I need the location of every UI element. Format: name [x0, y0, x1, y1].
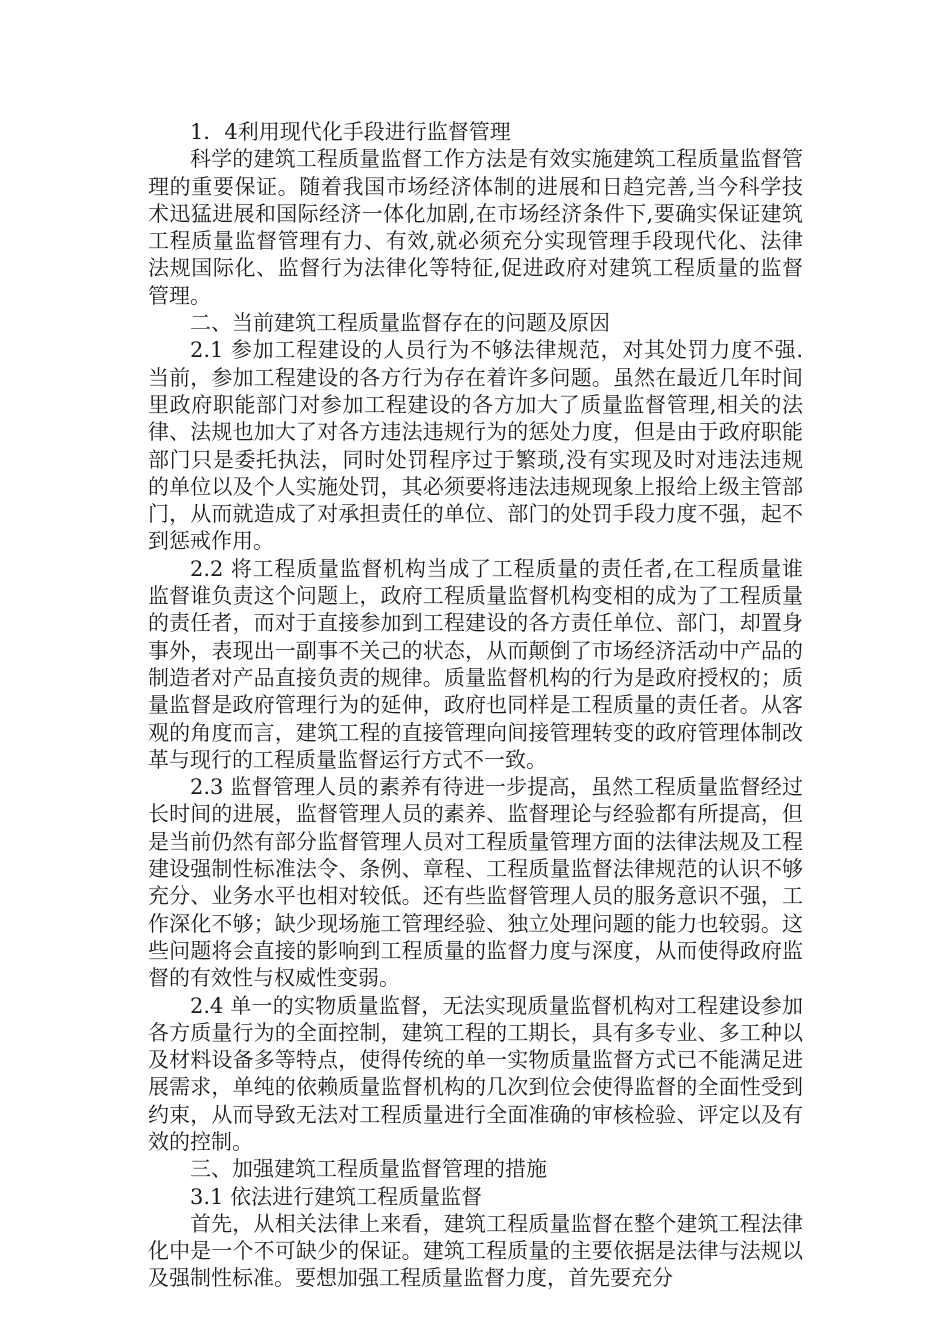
paragraph-1-4-body: 科学的建筑工程质量监督工作方法是有效实施建筑工程质量监督管理的重要保证。随着我国市场经济体制的进展和日趋完善,当今科学技术迅猛进展和国际经济一体化加剧,在市场经济条件下,要确实保证建筑工程质量监督管理有力、有效,就必须充分实现管理手段现代化、法律法规国际化、监督行为法律化等特征,促进政府对建筑工程质量的监督管理。	[148, 147, 803, 308]
paragraph-2-3: 2.3 监督管理人员的素养有待进一步提高，虽然工程质量监督经过长时间的进展，监督管理人员的素养、监督理论与经验都有所提高，但是当前仍然有部分监督管理人员对工程质量管理方面的法律法规及工程建设强制性标准法令、条例、章程、工程质量监督法律规范的认识不够充分、业务水平也相对较低。还有些监督管理人员的服务意识不强，工作深化不够；缺少现场施工管理经验、独立处理问题的能力也较弱。这些问题将会直接的影响到工程质量的监督力度与深度，从而使得政府监督的有效性与权威性变弱。	[148, 775, 803, 991]
paragraph-2-1: 2.1 参加工程建设的人员行为不够法律规范，对其处罚力度不强.当前，参加工程建设的各方行为存在着许多问题。虽然在最近几年时间里政府职能部门对参加工程建设的各方加大了质量监督管理,相关的法律、法规也加大了对各方违法违规行为的惩处力度，但是由于政府职能部门只是委托执法，同时处罚程序过于繁琐,没有实现及时对违法违规的单位以及个人实施处罚，其必须要将违法违规现象上报给上级主管部门，从而就造成了对承担责任的单位、部门的处罚手段力度不强，起不到惩戒作用。	[148, 338, 803, 554]
section-heading-3-1: 3.1 依法进行建筑工程质量监督	[190, 1184, 483, 1209]
paragraph-3-1-body: 首先，从相关法律上来看，建筑工程质量监督在整个建筑工程法律化中是一个不可缺少的保证。建筑工程质量的主要依据是法律与法规以及强制性标准。要想加强工程质量监督力度，首先要充分	[148, 1211, 803, 1291]
document-body	[148, 119, 803, 1293]
section-heading-1-4: 1．4利用现代化手段进行监督管理	[190, 120, 511, 144]
paragraph-2-2: 2.2 将工程质量监督机构当成了工程质量的责任者,在工程质量谁监督谁负责这个问题上，政府工程质量监督机构变相的成为了工程质量的责任者，而对于直接参加到工程建设的各方责任单位、部门，却置身事外，表现出一副事不关己的状态，从而颠倒了市场经济活动中产品的制造者对产品直接负责的规律。质量监督机构的行为是政府授权的；质量监督是政府管理行为的延伸，政府也同样是工程质量的责任者。从客观的角度而言，建筑工程的直接管理向间接管理转变的政府管理体制改革与现行的工程质量监督运行方式不一致。	[148, 556, 803, 772]
paragraph-2-4: 2.4 单一的实物质量监督，无法实现质量监督机构对工程建设参加各方质量行为的全面控制，建筑工程的工期长，具有多专业、多工种以及材料设备多等特点，使得传统的单一实物质量监督方式已不能满足进展需求，单纯的依赖质量监督机构的几次到位会使得监督的全面性受到约束，从而导致无法对工程质量进行全面准确的审核检验、评定以及有效的控制。	[148, 993, 803, 1154]
section-heading-3: 三、加强建筑工程质量监督管理的措施	[190, 1157, 547, 1182]
section-heading-2: 二、当前建筑工程质量监督存在的问题及原因	[190, 311, 610, 336]
